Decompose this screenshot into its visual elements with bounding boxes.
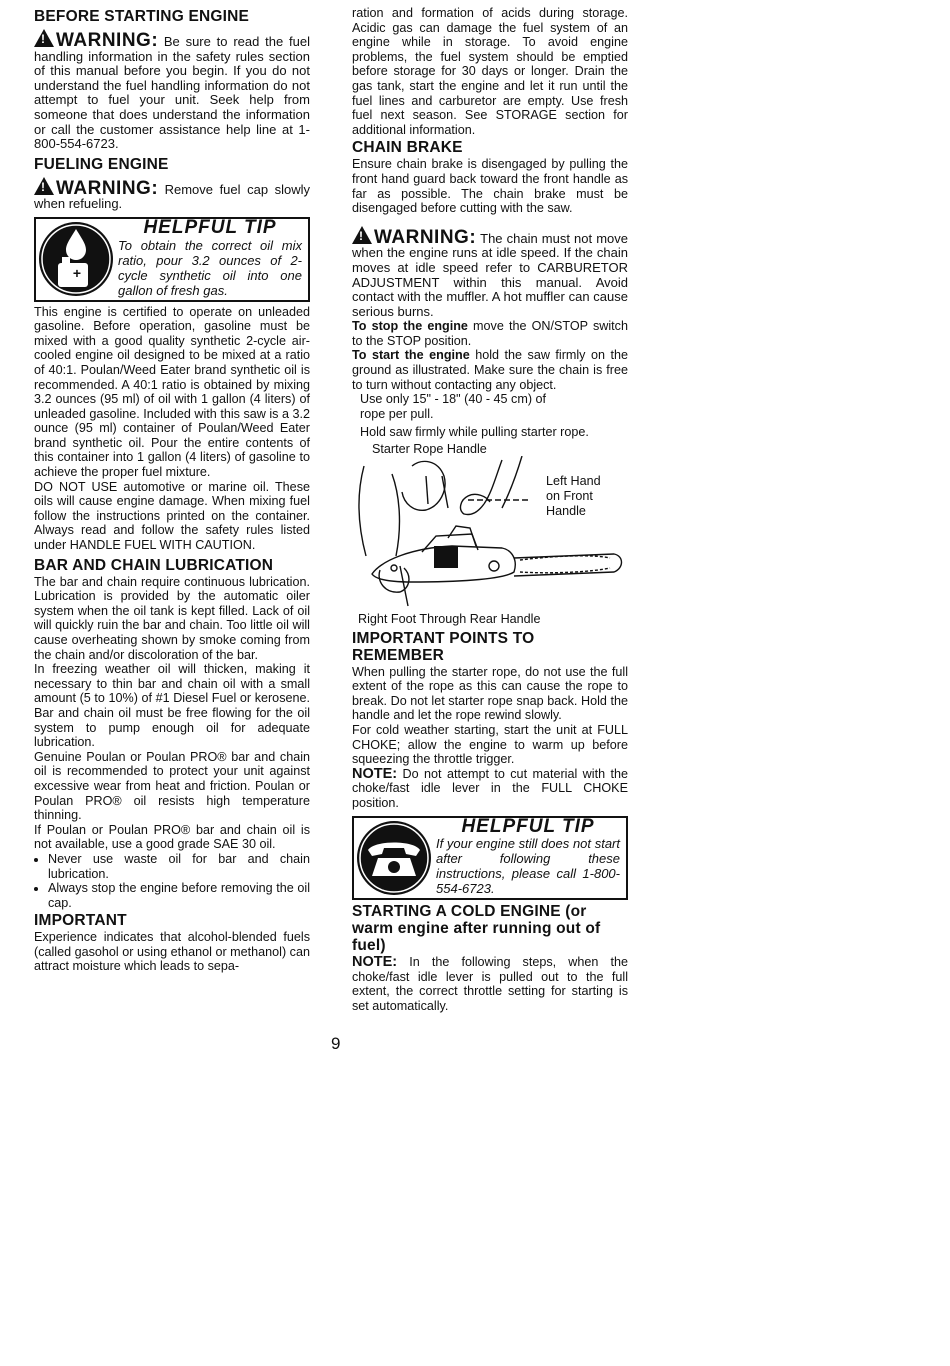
paragraph-stop-engine bbox=[352, 319, 628, 348]
right-column bbox=[352, 6, 628, 1014]
paragraph-chain-brake: Ensure chain brake is disengaged by pulling the front hand guard back toward the front handle as far as possible. The chain brake must be disengaged before cutting with the saw. bbox=[352, 157, 628, 216]
paragraph-important: Experience indicates that alcohol-blended fuels (called gasohol or using ethanol or methanol) can attract moisture which leads to sepa- bbox=[34, 930, 310, 974]
warning-label: WARNING: bbox=[56, 30, 159, 51]
paragraph-do-not-use: DO NOT USE automotive or marine oil. These oils will cause engine damage. When mixing fuel follow the instructions printed on the container. Always read and follow the safety rules listed under HANDLE FUEL WITH CAUTION. bbox=[34, 479, 310, 553]
tip-text: To obtain the correct oil mix ratio, pour 3.2 ounces of 2-cycle synthetic oil into one gallon of fresh gas. bbox=[118, 237, 302, 298]
warning-label: WARNING: bbox=[374, 226, 477, 248]
heading-before-starting: BEFORE STARTING ENGINE bbox=[34, 8, 250, 25]
stop-engine-label: To stop the engine bbox=[352, 319, 468, 334]
warning-chain-idle bbox=[352, 226, 628, 320]
warning-triangle-icon bbox=[34, 177, 54, 195]
paragraph-points-2: For cold weather starting, start the unit at FULL CHOKE; allow the engine to warm up before squeezing the throttle trigger. bbox=[352, 723, 628, 767]
heading-fueling-engine: FUELING ENGINE bbox=[34, 155, 169, 173]
telephone-icon bbox=[354, 818, 434, 898]
rope-instructions bbox=[352, 392, 628, 440]
chainsaw-drawing bbox=[352, 456, 628, 618]
paragraph-bar-4: If Poulan or Poulan PRO® bar and chain oil is not available, use a good grade SAE 30 oil. bbox=[34, 822, 310, 852]
paragraph-points-1: When pulling the starter rope, do not use the full extent of the rope as this can cause the rope to break. Do not let starter rope snap back. Hold the handle and let the rope rewind slowly. bbox=[352, 664, 628, 723]
starting-illustration bbox=[352, 442, 628, 620]
fuel-can-icon bbox=[36, 219, 116, 299]
tip-text: If your engine still does not start after following these instructions, please call 1-800-554-6723. bbox=[436, 836, 620, 897]
warning-text: The chain must not move when the engine runs at idle speed. If the chain moves at idle speed refer to CARBURETOR ADJUSTMENT within this manual. Avoid contact with the muffler. A hot muffler can cause serious burns. bbox=[352, 230, 628, 319]
start-engine-label: To start the engine bbox=[352, 348, 470, 363]
tip-title: HELPFUL TIP bbox=[143, 216, 277, 238]
note-text: Do not attempt to cut material with the choke/fast idle lever in the FULL CHOKE position. bbox=[352, 766, 628, 810]
page-number: 9 bbox=[331, 1034, 341, 1053]
label-left-hand-3: Handle bbox=[546, 504, 586, 519]
warning-triangle-icon bbox=[34, 29, 54, 47]
warning-fuel-info bbox=[34, 29, 310, 152]
paragraph-continued: ration and formation of acids during storage. Acidic gas can damage the fuel system of an engine while in storage. To avoid engine problems, the fuel system should be emptied before storage for 30 days or longer. Drain the gas tank, start the engine and let it run until the fuel lines and carburetor are empty. Use fresh fuel next season. See STORAGE section for additional information. bbox=[352, 6, 628, 137]
heading-bar-chain: BAR AND CHAIN LUBRICATION bbox=[34, 556, 274, 574]
warning-fuel-cap bbox=[34, 177, 310, 212]
start-engine-text: hold the saw firmly on the ground as illustrated. Make sure the chain is free to turn without contacting any object. bbox=[352, 348, 628, 392]
left-column bbox=[34, 6, 310, 974]
note-text: In the following steps, when the choke/fast idle lever is pulled out to the full extent, the correct throttle setting for starting is set automatically. bbox=[352, 955, 628, 1013]
rope-line-2: rope per pull. bbox=[360, 406, 434, 421]
label-left-hand-1: Left Hand bbox=[546, 474, 601, 489]
paragraph-start-engine bbox=[352, 348, 628, 392]
heading-important: IMPORTANT bbox=[34, 912, 127, 930]
label-right-foot: Right Foot Through Rear Handle bbox=[358, 612, 541, 627]
warning-label: WARNING: bbox=[56, 177, 159, 199]
heading-cold-engine: STARTING A COLD ENGINE (or warm engine after running out of fuel) bbox=[352, 903, 601, 955]
tip-title: HELPFUL TIP bbox=[461, 815, 595, 837]
paragraph-certified: This engine is certified to operate on unleaded gasoline. Before operation, gasoline must be mixed with a good quality synthetic 2-cycle air-cooled engine oil designed to be mixed at a ratio of 40:1. Poulan/Weed Eater brand synthetic oil is recommended. A 40:1 ratio is obtained by mixing 3.2 ounces (95 ml) of oil with 1 gallon (4 liters) of unleaded gasoline. Included with this saw is a 3.2 ounce (95 ml) container of Poulan/Weed Eater brand synthetic oil. Pour the entire contents of this container into 1 gallon (4 liters) of gasoline to achieve the proper fuel mixture. bbox=[34, 304, 310, 480]
heading-important-points: IMPORTANT POINTS TO REMEMBER bbox=[352, 629, 535, 664]
warning-text: Remove fuel cap slowly when refueling. bbox=[34, 181, 311, 212]
hold-saw-text: Hold saw firmly while pulling starter rope. bbox=[360, 425, 589, 440]
paragraph-bar-1: The bar and chain require continuous lubrication. Lubrication is provided by the automatic oiler system when the oil tank is kept filled. Lack of oil will quickly ruin the bar and chain. Too little oil will cause overheating shown by smoke coming from the chain and/or discoloration of the bar. bbox=[34, 574, 310, 662]
stop-engine-text: move the ON/STOP switch to the STOP position. bbox=[352, 319, 628, 348]
paragraph-bar-2: In freezing weather oil will thicken, making it necessary to thin bar and chain oil with a small amount (5 to 10%) of #1 Diesel Fuel or kerosene. Bar and chain oil must be free flowing for the oil system to pump enough oil for adequate lubrication. bbox=[34, 662, 310, 750]
helpful-tip-oil-mix bbox=[34, 217, 310, 302]
label-starter-rope: Starter Rope Handle bbox=[372, 442, 487, 457]
note-label: NOTE: bbox=[352, 954, 398, 971]
helpful-tip-call bbox=[352, 816, 628, 901]
svg-text:+: + bbox=[72, 265, 82, 282]
list-item: • Always stop the engine before removing the oil cap. bbox=[48, 881, 310, 910]
label-left-hand-2: on Front bbox=[546, 489, 593, 504]
note-throttle bbox=[352, 955, 628, 1013]
rope-line-1: Use only 15" - 18" (40 - 45 cm) of bbox=[360, 392, 547, 407]
note-choke bbox=[352, 767, 628, 811]
list-item: • Never use waste oil for bar and chain lubrication. bbox=[48, 852, 310, 881]
bullet-list bbox=[34, 852, 310, 910]
warning-triangle-icon bbox=[352, 226, 372, 244]
warning-text: Be sure to read the fuel handling information in the safety rules section of this manual before you begin. If you do not understand the fuel handling information do not attempt to fuel your unit. Seek help from someone that does understand the information or call the customer assistance help line at 1-800-554-6723. bbox=[34, 34, 310, 152]
heading-chain-brake: CHAIN BRAKE bbox=[352, 139, 463, 157]
note-label: NOTE: bbox=[352, 765, 398, 782]
paragraph-bar-3: Genuine Poulan or Poulan PRO® bar and chain oil is recommended to protect your unit against excessive wear from heat and friction. Poulan or Poulan PRO® oil resists high temperature thinning. bbox=[34, 749, 310, 823]
